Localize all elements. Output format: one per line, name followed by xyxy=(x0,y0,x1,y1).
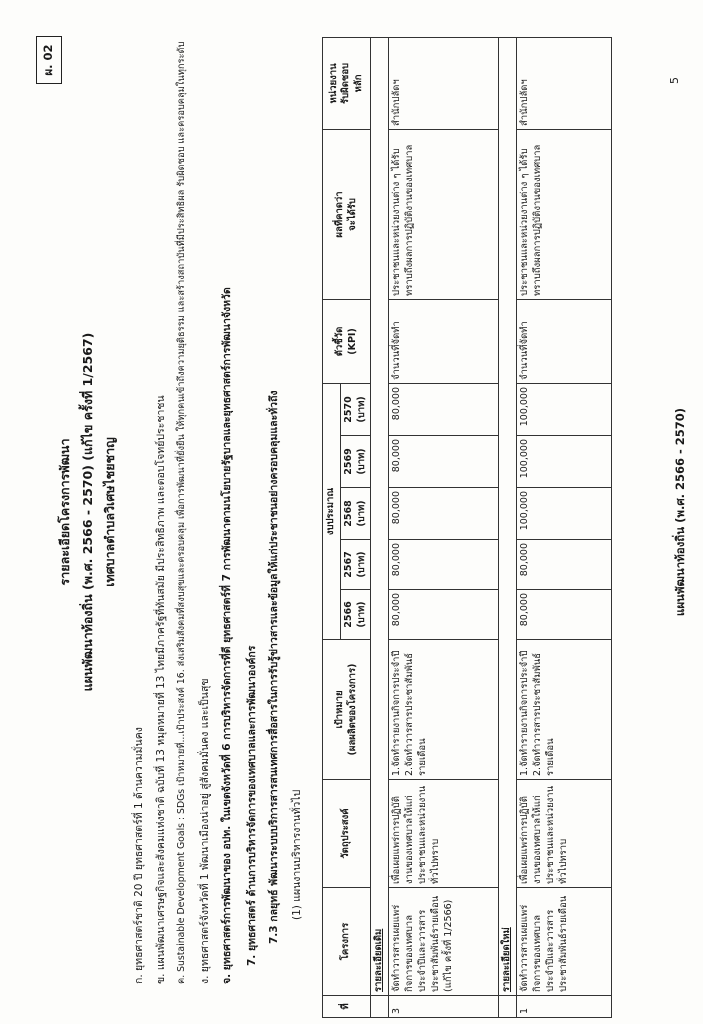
doc-org: เทศบาลตำบลวิเศษไชยชาญ xyxy=(102,437,117,587)
unit-label: (บาท) xyxy=(355,448,367,475)
header-result-label: ผลที่คาดว่า xyxy=(333,191,345,238)
group-row-new xyxy=(499,37,517,1017)
header-target xyxy=(323,640,371,780)
header-project: โครงการ xyxy=(323,888,371,996)
strategy-national: ก. ยุทธศาสตร์ชาติ 20 ปี ยุทธศาสตร์ที่ 1 ด้านความมั่นคง xyxy=(133,727,145,984)
header-agency xyxy=(323,37,371,129)
header-year-2566 xyxy=(340,590,371,640)
footer-plan: แผนพัฒนาท้องถิ่น (พ.ศ. 2566 - 2570) xyxy=(673,407,687,617)
cell-budget-2568: 100,000 xyxy=(517,488,612,540)
header-kpi xyxy=(323,299,371,383)
header-objective: วัตถุประสงค์ xyxy=(323,780,371,888)
header-year-2567 xyxy=(340,540,371,590)
cell-budget-2568: 80,000 xyxy=(389,488,499,540)
header-year-2569 xyxy=(340,436,371,488)
cell-budget-2569: 80,000 xyxy=(389,436,499,488)
header-agency-label: หน่วยงาน xyxy=(327,63,339,104)
strategy-7: 7. ยุทธศาสตร์ ด้านการบริหารจัดการของเทศบาลและการพัฒนาองค์กร xyxy=(246,645,258,966)
table-cell xyxy=(371,996,389,1018)
cell-budget-2570: 80,000 xyxy=(389,383,499,435)
header-target-label: เป้าหมาย xyxy=(333,690,345,729)
strategy-local-org: จ. ยุทธศาสตร์การพัฒนาของ อปท. ในเขตจังหวัดที่ 6 การบริหารจัดการที่ดี ยุทธศาสตร์ที่ 7 การพัฒนาตามนโยบายรัฐบาลและยุทธศาสตร์การพัฒนาจังหวัด xyxy=(221,287,233,984)
cell-kpi: จำนวนที่จัดทำ xyxy=(389,299,499,383)
table-cell xyxy=(499,996,517,1018)
doc-title: รายละเอียดโครงการพัฒนา xyxy=(57,438,72,586)
form-code-box: ผ. 02 xyxy=(36,36,62,84)
cell-target: 1.จัดทำรายงานกิจการประจำปี 2.จัดทำวารสารประชาสัมพันธ์รายเดือน xyxy=(389,640,499,780)
cell-result: ประชาชนและหน่วยงานต่าง ๆ ได้รับทราบถึงผลการปฏิบัติงานของเทศบาล xyxy=(389,129,499,299)
unit-label: (บาท) xyxy=(355,500,367,527)
doc-plan-title: แผนพัฒนาท้องถิ่น (พ.ศ. 2566 - 2570) (แก้ไข ครั้งที่ 1/2567) xyxy=(80,332,95,692)
header-kpi-label: ตัวชี้วัด xyxy=(333,326,345,357)
year-label: 2569 xyxy=(342,448,354,475)
year-label: 2566 xyxy=(342,601,354,628)
cell-agency: สำนักปลัดฯ xyxy=(517,37,612,129)
strategy-sdgs: ค. Sustainable Development Goals : SDGs เป้าหมายที่...เป้าประสงค์ 16. ส่งเสริมสังคมที่สงบสุขและครอบคลุม เพื่อการพัฒนาที่ยั่งยืน ให้ทุกคนเข้าถึงความยุติธรรม และสร้างสถาบันที่มีประสิทธิผล รับผิดชอบ และครอบคลุมในทุกระดับ xyxy=(176,41,187,984)
year-label: 2570 xyxy=(342,396,354,423)
cell-project: จัดทำวารสารเผยแพร่กิจการของเทศบาลประจำปีและวารสารประชาสัมพันธ์รายเดือน (แก้ไข ครั้งที่ 1/2566) xyxy=(389,888,499,996)
cell-project: จัดทำวารสารเผยแพร่กิจการของเทศบาลประจำปีและวารสารประชาสัมพันธ์รายเดือน xyxy=(517,888,612,996)
header-year-2570 xyxy=(340,383,371,435)
cell-no: 1 xyxy=(517,996,612,1018)
strategy-province: ง. ยุทธศาสตร์จังหวัดที่ 1 พัฒนาเมืองน่าอยู่ สู่สังคมมั่นคง และเป็นสุข xyxy=(199,678,211,984)
page-number: 5 xyxy=(668,77,681,84)
cell-no: 3 xyxy=(389,996,499,1018)
header-result-sub: จะได้รับ xyxy=(346,198,358,231)
cell-budget-2569: 100,000 xyxy=(517,436,612,488)
cell-objective: เพื่อเผยแพร่การปฏิบัติงานของเทศบาลให้แก่ประชาชนและหน่วยงานทั่วไปทราบ xyxy=(517,780,612,888)
header-agency-sub2: หลัก xyxy=(353,74,365,93)
header-kpi-sub: (KPI) xyxy=(346,328,358,355)
work-plan: (1) แผนงานบริหารงานทั่วไป xyxy=(291,789,303,920)
header-budget: งบประมาณ xyxy=(323,383,341,639)
group-label-old: รายละเอียดเดิม xyxy=(371,37,389,995)
strategy-7-3: 7.3 กลยุทธ์ พัฒนาระบบบริการสารสนเทศการสื่อสารในการรับรู้ข่าวสารและข้อมูลให้แก่ประชาชนอย่างครอบคลุมและทั่วถึง xyxy=(268,390,280,944)
cell-budget-2567: 80,000 xyxy=(517,540,612,590)
table-row xyxy=(389,37,499,1017)
cell-budget-2566: 80,000 xyxy=(517,590,612,640)
cell-kpi: จำนวนที่จัดทำ xyxy=(517,299,612,383)
cell-budget-2567: 80,000 xyxy=(389,540,499,590)
cell-objective: เพื่อเผยแพร่การปฏิบัติงานของเทศบาลให้แก่ประชาชนและหน่วยงานทั่วไปทราบ xyxy=(389,780,499,888)
unit-label: (บาท) xyxy=(355,551,367,578)
header-target-sub: (ผลผลิตของโครงการ) xyxy=(346,663,358,756)
cell-target: 1.จัดทำรายงานกิจการประจำปี 2.จัดทำวารสารประชาสัมพันธ์รายเดือน xyxy=(517,640,612,780)
header-agency-sub: รับผิดชอบ xyxy=(340,62,352,104)
strategy-economic-plan: ข. แผนพัฒนาเศรษฐกิจและสังคมแห่งชาติ ฉบับที่ 13 หมุดหมายที่ 13 ไทยมีภาครัฐที่ทันสมัย มีประสิทธิภาพ และตอบโจทย์ประชาชน xyxy=(155,395,167,984)
cell-agency: สำนักปลัดฯ xyxy=(389,37,499,129)
unit-label: (บาท) xyxy=(355,601,367,628)
group-label-new: รายละเอียดใหม่ xyxy=(499,37,517,995)
header-result xyxy=(323,129,371,299)
project-table xyxy=(322,37,612,1018)
header-no: ที่ xyxy=(323,996,371,1018)
cell-budget-2570: 100,000 xyxy=(517,383,612,435)
cell-result: ประชาชนและหน่วยงานต่าง ๆ ได้รับทราบถึงผลการปฏิบัติงานของเทศบาล xyxy=(517,129,612,299)
header-year-2568 xyxy=(340,488,371,540)
year-label: 2567 xyxy=(342,551,354,578)
unit-label: (บาท) xyxy=(355,396,367,423)
cell-budget-2566: 80,000 xyxy=(389,590,499,640)
table-row xyxy=(517,37,612,1017)
group-row-old xyxy=(371,37,389,1017)
year-label: 2568 xyxy=(342,500,354,527)
